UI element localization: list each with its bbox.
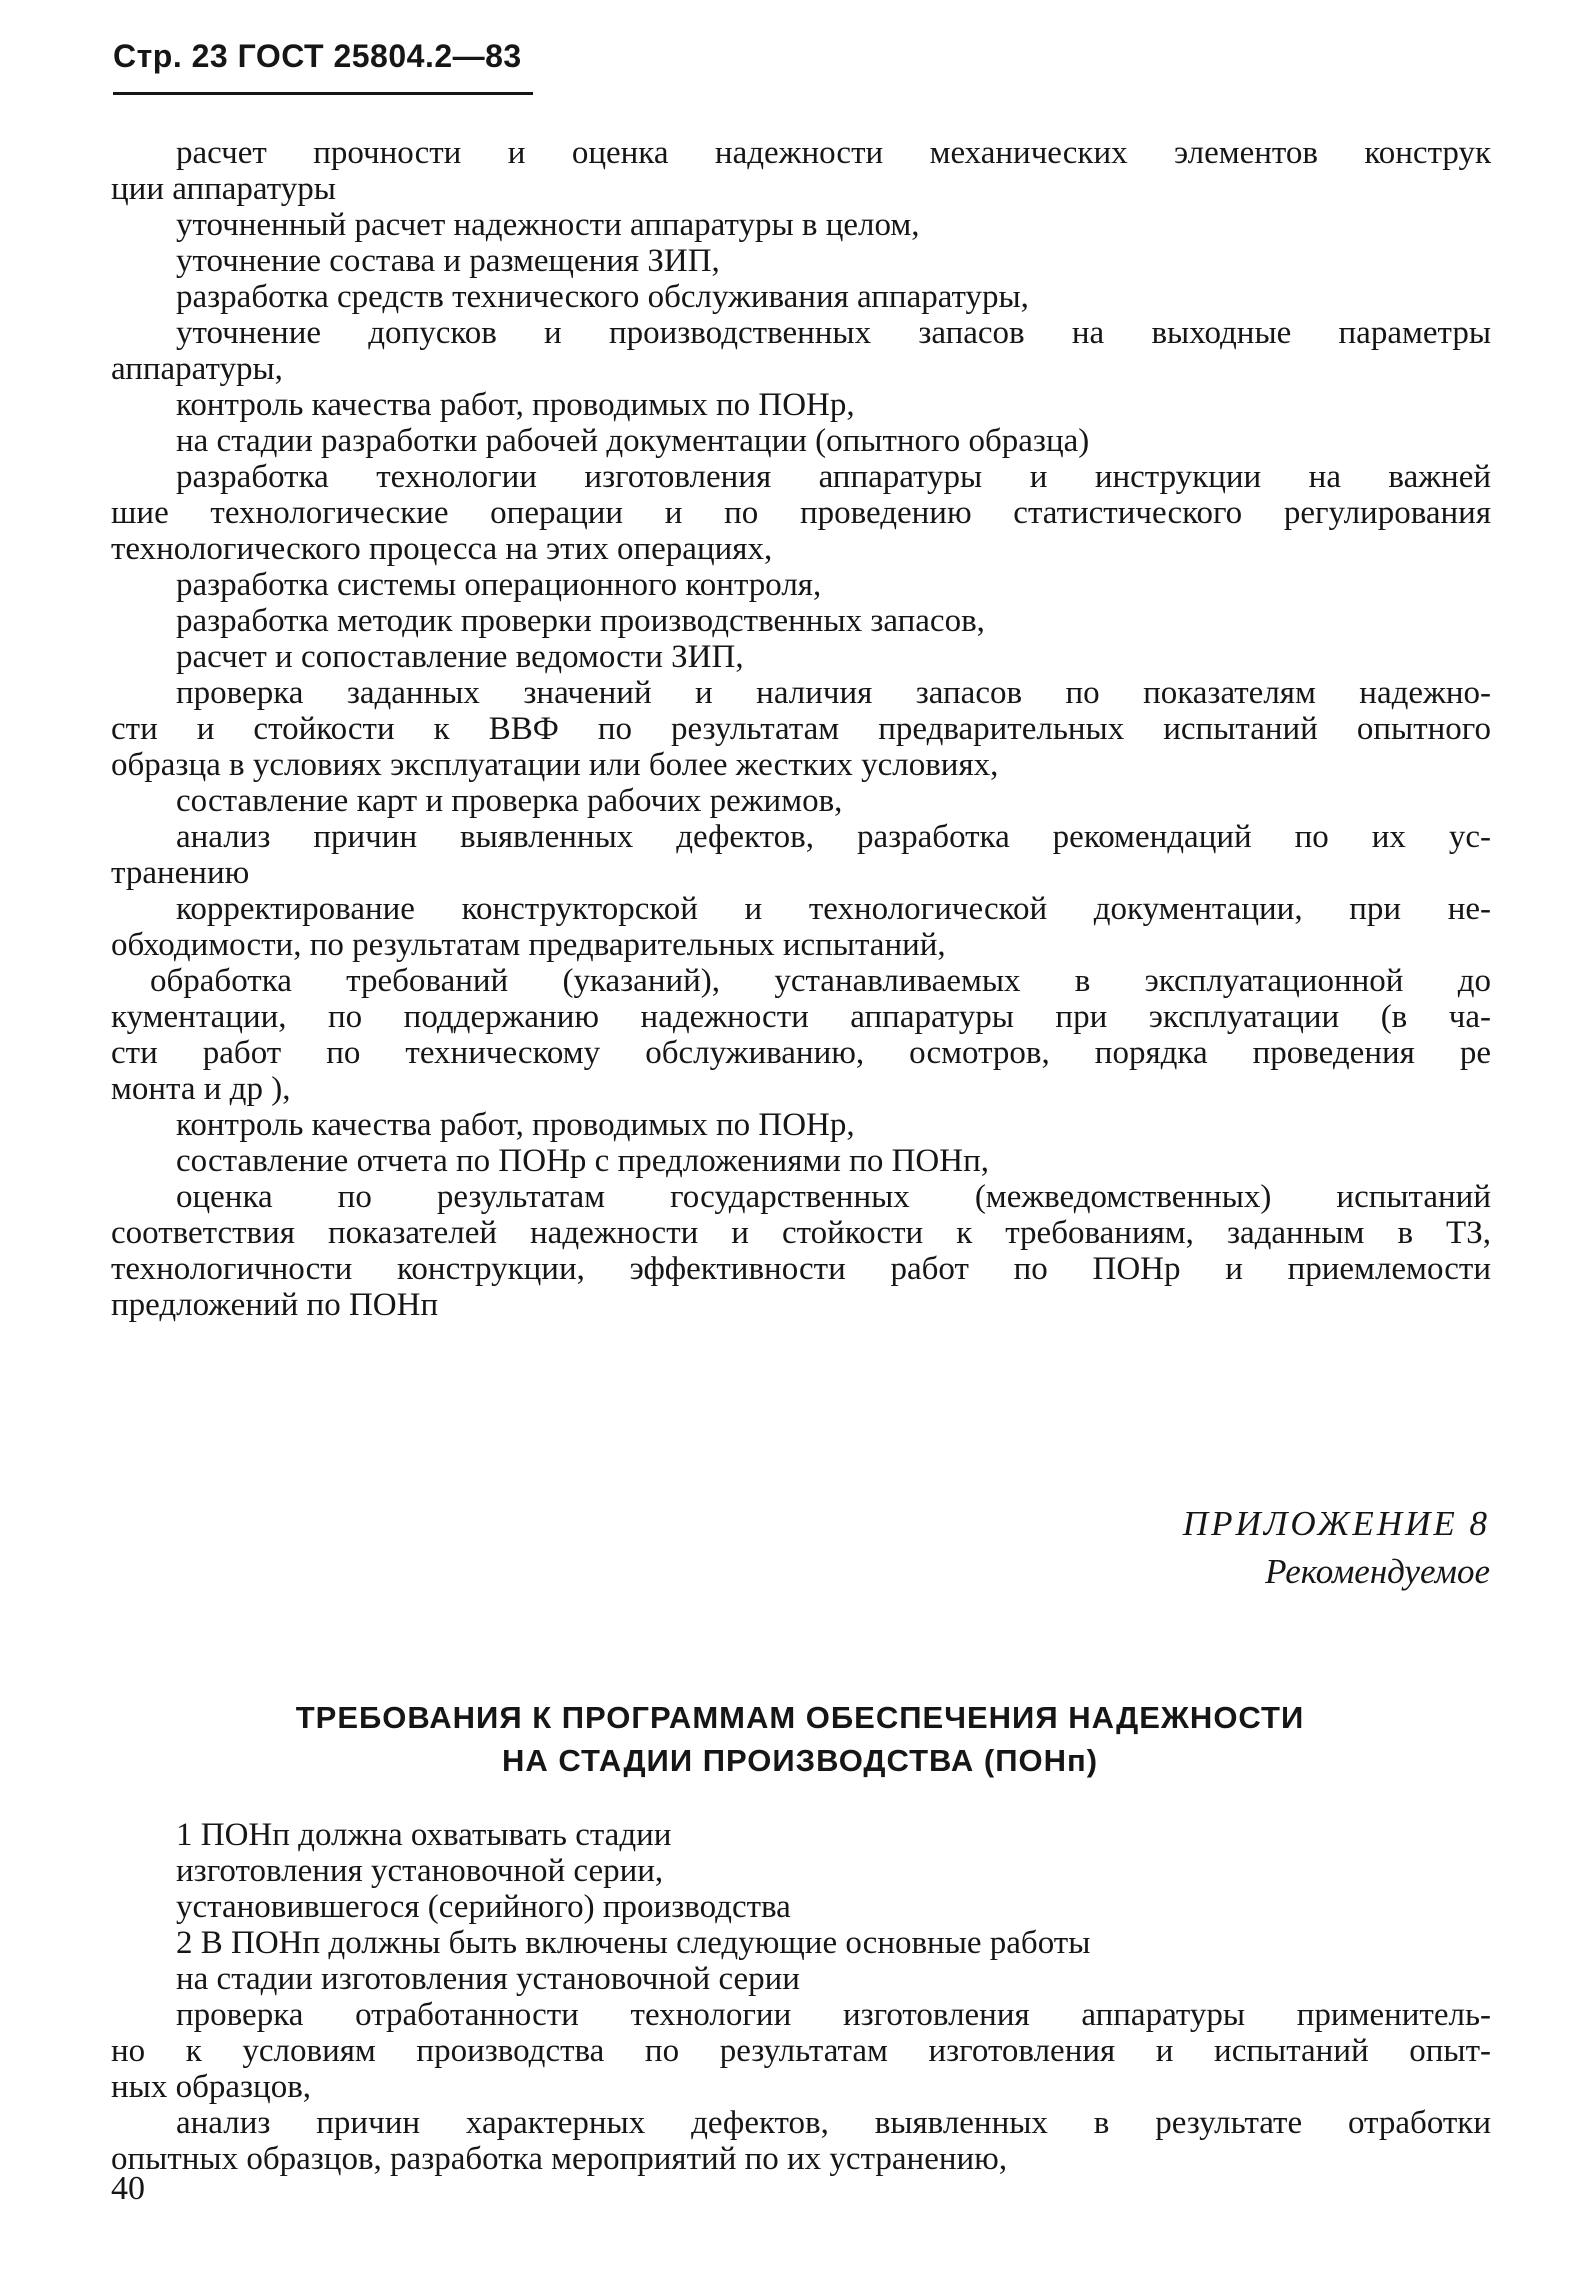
body-line: контроль качества работ, проводимых по ПОНр, (176, 387, 855, 423)
section-line: но к условиям производства по результатам изготовления и испытаний опыт- (111, 2033, 1491, 2069)
body-line: соответствия показателей надежности и стойкости к требованиям, заданным в ТЗ, (111, 1215, 1491, 1251)
body-line: уточнение допусков и производственных запасов на выходные параметры (176, 315, 1491, 351)
body-line: шие технологические операции и по проведению статистического регулирования (111, 495, 1491, 531)
body-line: транению (111, 855, 250, 891)
body-line: образца в условиях эксплуатации или более жестких условиях, (111, 747, 999, 783)
body-line: монта и др ), (111, 1071, 291, 1107)
section-line: 2 В ПОНп должны быть включены следующие основные работы (176, 1925, 1091, 1961)
body-line: расчет и сопоставление ведомости ЗИП, (176, 639, 744, 675)
appendix-label: ПРИЛОЖЕНИЕ 8 (1182, 1504, 1490, 1543)
body-line: разработка системы операционного контроля, (176, 567, 822, 603)
section-line: опытных образцов, разработка мероприятий по их устранению, (111, 2141, 1008, 2177)
body-line: проверка заданных значений и наличия запасов по показателям надежно- (176, 675, 1491, 711)
page-header: Стр. 23 ГОСТ 25804.2—83 (113, 38, 522, 74)
body-line: расчет прочности и оценка надежности механических элементов конструк (176, 135, 1491, 171)
body-line: разработка методик проверки производственных запасов, (176, 603, 985, 639)
body-line: сти и стойкости к ВВФ по результатам предварительных испытаний опытного (111, 711, 1491, 747)
section-title-line-1: ТРЕБОВАНИЯ К ПРОГРАММАМ ОБЕСПЕЧЕНИЯ НАДЕЖНОСТИ (295, 1700, 1305, 1735)
body-line: на стадии разработки рабочей документации (опытного образца) (176, 423, 1090, 459)
section-line: изготовления установочной серии, (176, 1853, 664, 1889)
section-line: проверка отработанности технологии изготовления аппаратуры применитель- (176, 1997, 1491, 2033)
body-line: обходимости, по результатам предварительных испытаний, (111, 927, 946, 963)
body-line: технологичности конструкции, эффективности работ по ПОНр и приемлемости (111, 1251, 1491, 1287)
body-line: корректирование конструкторской и технологической документации, при не- (176, 891, 1491, 927)
body-line: контроль качества работ, проводимых по ПОНр, (176, 1107, 855, 1143)
section-line: ных образцов, (111, 2069, 312, 2105)
header-rule (113, 92, 533, 95)
body-line: кументации, по поддержанию надежности аппаратуры при эксплуатации (в ча- (111, 999, 1491, 1035)
body-line: технологического процесса на этих операциях, (111, 531, 773, 567)
section-title-line-2: НА СТАДИИ ПРОИЗВОДСТВА (ПОНп) (501, 1743, 1099, 1778)
section-line: 1 ПОНп должна охватывать стадии (176, 1817, 672, 1853)
body-line: составление отчета по ПОНр с предложениями по ПОНп, (176, 1143, 989, 1179)
section-line: на стадии изготовления установочной серии (176, 1961, 800, 1997)
appendix-heading (1183, 1500, 1490, 1596)
appendix-status: Рекомендуемое (1265, 1552, 1490, 1591)
body-line: уточнение состава и размещения ЗИП, (176, 243, 720, 279)
page-number: 40 (111, 2170, 145, 2207)
body-line: сти работ по техническому обслуживанию, осмотров, порядка проведения ре (111, 1035, 1491, 1071)
body-line: анализ причин выявленных дефектов, разработка рекомендаций по их ус- (176, 819, 1491, 855)
body-line: уточненный расчет надежности аппаратуры в целом, (176, 207, 920, 243)
section-line: анализ причин характерных дефектов, выявленных в результате отработки (176, 2105, 1491, 2141)
body-line: оценка по результатам государственных (межведомственных) испытаний (176, 1179, 1491, 1215)
body-line: аппаратуры, (111, 351, 283, 387)
body-line: разработка технологии изготовления аппаратуры и инструкции на важней (176, 459, 1491, 495)
body-line: составление карт и проверка рабочих режимов, (176, 783, 843, 819)
body-line: ции аппаратуры (111, 171, 336, 207)
body-line: разработка средств технического обслуживания аппаратуры, (176, 279, 1029, 315)
section-line: установившегося (серийного) производства (176, 1889, 791, 1925)
body-line: предложений по ПОНп (111, 1287, 439, 1323)
body-line: обработка требований (указаний), устанавливаемых в эксплуатационной до (150, 963, 1491, 999)
